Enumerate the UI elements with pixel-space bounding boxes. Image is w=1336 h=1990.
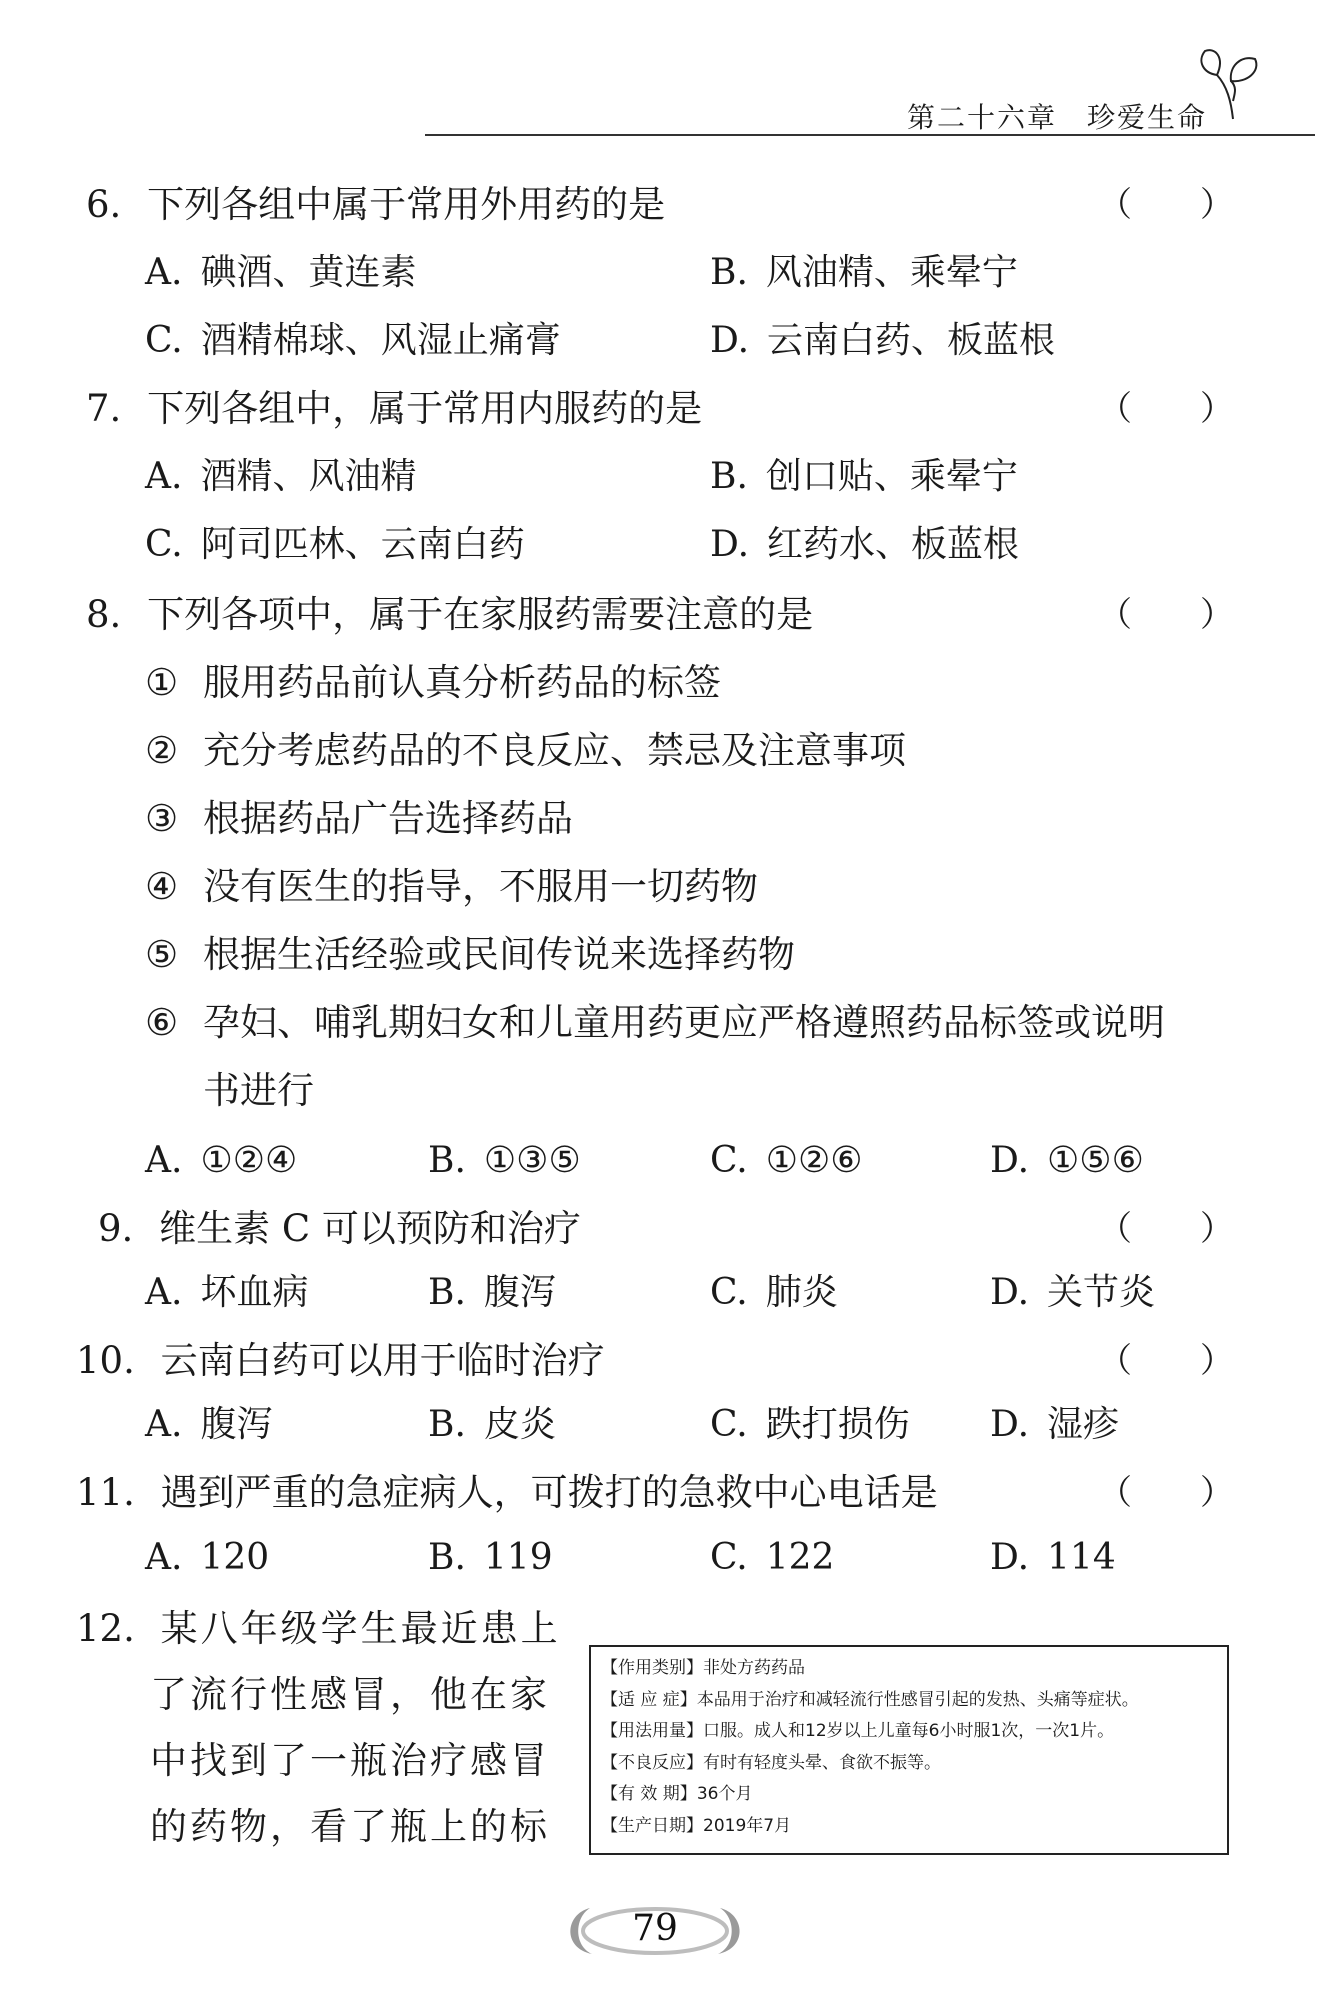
label-row-expiry: [601, 1779, 1217, 1811]
option-b[interactable]: [428, 1268, 556, 1318]
option-text: 湿疹: [1047, 1404, 1120, 1445]
option-label: C.: [710, 1140, 748, 1181]
statement-text: 没有医生的指导，不服用一切药物: [203, 865, 758, 908]
label-value: 非处方药药品: [703, 1658, 805, 1678]
option-label: C.: [710, 1537, 748, 1578]
question-8: [86, 590, 813, 640]
option-text: 阿司匹林、云南白药: [200, 524, 525, 565]
option-d[interactable]: [990, 1268, 1155, 1318]
statement-mark: ⑥: [145, 1001, 179, 1044]
option-text: 酒精棉球、风湿止痛膏: [200, 320, 561, 361]
option-label: D.: [990, 1537, 1030, 1578]
option-label: B.: [428, 1537, 466, 1578]
answer-parentheses[interactable]: （ ）: [1098, 1473, 1234, 1513]
option-label: C.: [145, 524, 183, 565]
question-9: [98, 1204, 581, 1254]
label-key: 【有 效 期】: [601, 1784, 697, 1804]
option-label: A.: [145, 1537, 183, 1578]
option-text: 119: [483, 1537, 553, 1578]
option-label: D.: [990, 1404, 1030, 1445]
question-7: [86, 384, 702, 434]
option-b[interactable]: [428, 1533, 553, 1583]
label-key: 【用法用量】: [601, 1721, 703, 1741]
option-text: 坏血病: [200, 1272, 309, 1313]
label-value: 有时有轻度头晕、食欲不振等。: [703, 1752, 941, 1773]
question-stem-line: 中找到了一瓶治疗感冒: [150, 1739, 550, 1782]
question-6: [86, 180, 665, 230]
question-number: 6.: [86, 183, 122, 226]
option-label: D.: [710, 524, 750, 565]
option-label: A.: [145, 252, 183, 293]
label-value: 本品用于治疗和减轻流行性感冒引起的发热、头痛等症状。: [696, 1689, 1139, 1710]
option-label: C.: [710, 1272, 748, 1313]
statement-text: 根据生活经验或民间传说来选择药物: [203, 933, 795, 976]
option-text: 酒精、风油精: [200, 456, 417, 497]
option-d[interactable]: [710, 520, 1019, 570]
option-label: D.: [990, 1140, 1030, 1181]
statement-text: 孕妇、哺乳期妇女和儿童用药更应严格遵照药品标签或说明: [203, 1001, 1165, 1044]
statement-mark: ③: [145, 797, 179, 840]
statement-mark: ②: [145, 729, 179, 772]
drug-label-box: [589, 1645, 1229, 1855]
option-c[interactable]: [145, 316, 561, 366]
answer-parentheses[interactable]: （ ）: [1098, 185, 1234, 225]
option-label: C.: [710, 1404, 748, 1445]
option-text: 关节炎: [1047, 1272, 1156, 1313]
option-label: A.: [145, 1140, 183, 1181]
question-11: [76, 1468, 938, 1518]
option-a[interactable]: [145, 1136, 297, 1186]
option-d[interactable]: [710, 316, 1055, 366]
option-label: B.: [710, 252, 748, 293]
statement-mark: ①: [145, 661, 179, 704]
option-d[interactable]: [990, 1533, 1116, 1583]
option-c[interactable]: [710, 1400, 910, 1450]
option-text: 皮炎: [483, 1404, 556, 1445]
label-value: 2019年7月: [703, 1815, 792, 1836]
statement-text: 服用药品前认真分析药品的标签: [203, 661, 721, 704]
question-stem-line: 的药物，看了瓶上的标: [150, 1805, 550, 1848]
option-text: 碘酒、黄连素: [200, 252, 417, 293]
statement-6-continuation: 书进行: [203, 1069, 314, 1112]
question-stem: 下列各项中，属于在家服药需要注意的是: [147, 593, 814, 636]
question-stem-line: 了流行性感冒，他在家: [150, 1673, 550, 1716]
statement-text: 根据药品广告选择药品: [203, 797, 573, 840]
option-text: ①③⑤: [483, 1140, 581, 1181]
option-text: ①②⑥: [765, 1140, 863, 1181]
label-value: 口服。成人和12岁以上儿童每6小时服1次，一次1片。: [703, 1721, 1115, 1741]
question-number: 7.: [86, 387, 122, 430]
option-a[interactable]: [145, 1268, 308, 1318]
statement-4: [145, 862, 758, 912]
option-b[interactable]: [710, 452, 1018, 502]
option-text: ①②④: [200, 1140, 298, 1181]
answer-parentheses[interactable]: （ ）: [1098, 595, 1234, 635]
option-a[interactable]: [145, 1400, 272, 1450]
option-c[interactable]: [710, 1136, 863, 1186]
option-text: 腹泻: [200, 1404, 273, 1445]
option-c[interactable]: [145, 520, 525, 570]
option-text: 肺炎: [765, 1272, 838, 1313]
header-rule: [425, 134, 1315, 136]
option-d[interactable]: [990, 1136, 1144, 1186]
statement-2: [145, 726, 906, 776]
page-number-badge: [560, 1900, 750, 1962]
statement-1: [145, 658, 721, 708]
chapter-header: [425, 96, 1315, 136]
option-text: 120: [200, 1537, 270, 1578]
statement-6: [145, 998, 1165, 1048]
option-text: 风油精、乘晕宁: [765, 252, 1018, 293]
question-10: [76, 1336, 605, 1386]
question-number: 8.: [86, 593, 122, 636]
option-b[interactable]: [428, 1400, 556, 1450]
answer-parentheses[interactable]: （ ）: [1098, 1209, 1234, 1249]
label-row-indications: [601, 1685, 1217, 1717]
label-row-category: [601, 1653, 1217, 1685]
answer-parentheses[interactable]: （ ）: [1098, 389, 1234, 429]
option-label: B.: [710, 456, 748, 497]
statement-mark: ④: [145, 865, 179, 908]
option-b[interactable]: [710, 248, 1018, 298]
option-text: ①⑤⑥: [1047, 1140, 1144, 1181]
label-key: 【适 应 症】: [601, 1689, 697, 1710]
option-label: B.: [428, 1272, 466, 1313]
question-stem: 下列各组中，属于常用内服药的是: [147, 387, 703, 430]
option-b[interactable]: [428, 1136, 581, 1186]
chapter-title: 第二十六章 珍爱生命: [906, 101, 1207, 134]
option-d[interactable]: [990, 1400, 1119, 1450]
option-a[interactable]: [145, 452, 416, 502]
question-number: 9.: [98, 1207, 134, 1250]
option-label: A.: [145, 456, 183, 497]
question-stem: 维生素 C 可以预防和治疗: [159, 1207, 581, 1250]
statement-3: [145, 794, 573, 844]
option-c[interactable]: [710, 1533, 834, 1583]
label-key: 【作用类别】: [601, 1658, 703, 1678]
option-label: D.: [710, 320, 750, 361]
statement-text: 充分考虑药品的不良反应、禁忌及注意事项: [203, 729, 906, 772]
option-c[interactable]: [710, 1268, 838, 1318]
question-12: [76, 1604, 561, 1654]
leaf-sprout-icon: [1195, 41, 1275, 121]
statement-5: [145, 930, 795, 980]
option-a[interactable]: [145, 1533, 269, 1583]
option-text: 红药水、板蓝根: [767, 524, 1020, 565]
option-text: 122: [765, 1537, 835, 1578]
question-number: 10.: [76, 1339, 135, 1382]
question-stem: 下列各组中属于常用外用药的是: [147, 183, 666, 226]
option-text: 跌打损伤: [765, 1404, 910, 1445]
option-text: 云南白药、板蓝根: [767, 320, 1056, 361]
option-label: A.: [145, 1272, 183, 1313]
option-label: D.: [990, 1272, 1030, 1313]
option-label: B.: [428, 1404, 466, 1445]
question-stem-line: 某八年级学生最近患上: [160, 1607, 561, 1650]
question-stem: 云南白药可以用于临时治疗: [160, 1339, 605, 1382]
label-value: 36个月: [696, 1784, 753, 1804]
label-key: 【不良反应】: [601, 1752, 703, 1773]
label-row-dosage: [601, 1716, 1217, 1748]
answer-parentheses[interactable]: （ ）: [1098, 1341, 1234, 1381]
label-row-production-date: [601, 1811, 1217, 1843]
label-key: 【生产日期】: [601, 1815, 703, 1836]
page-number: 79: [632, 1908, 678, 1949]
question-stem: 遇到严重的急症病人，可拨打的急救中心电话是: [160, 1471, 938, 1514]
question-number: 12.: [76, 1607, 135, 1650]
question-number: 11.: [76, 1471, 135, 1514]
option-label: B.: [428, 1140, 466, 1181]
option-a[interactable]: [145, 248, 416, 298]
option-text: 腹泻: [483, 1272, 556, 1313]
option-label: C.: [145, 320, 183, 361]
option-text: 创口贴、乘晕宁: [765, 456, 1018, 497]
option-text: 114: [1047, 1537, 1116, 1578]
option-label: A.: [145, 1404, 183, 1445]
label-row-side-effects: [601, 1748, 1217, 1780]
statement-mark: ⑤: [145, 933, 179, 976]
